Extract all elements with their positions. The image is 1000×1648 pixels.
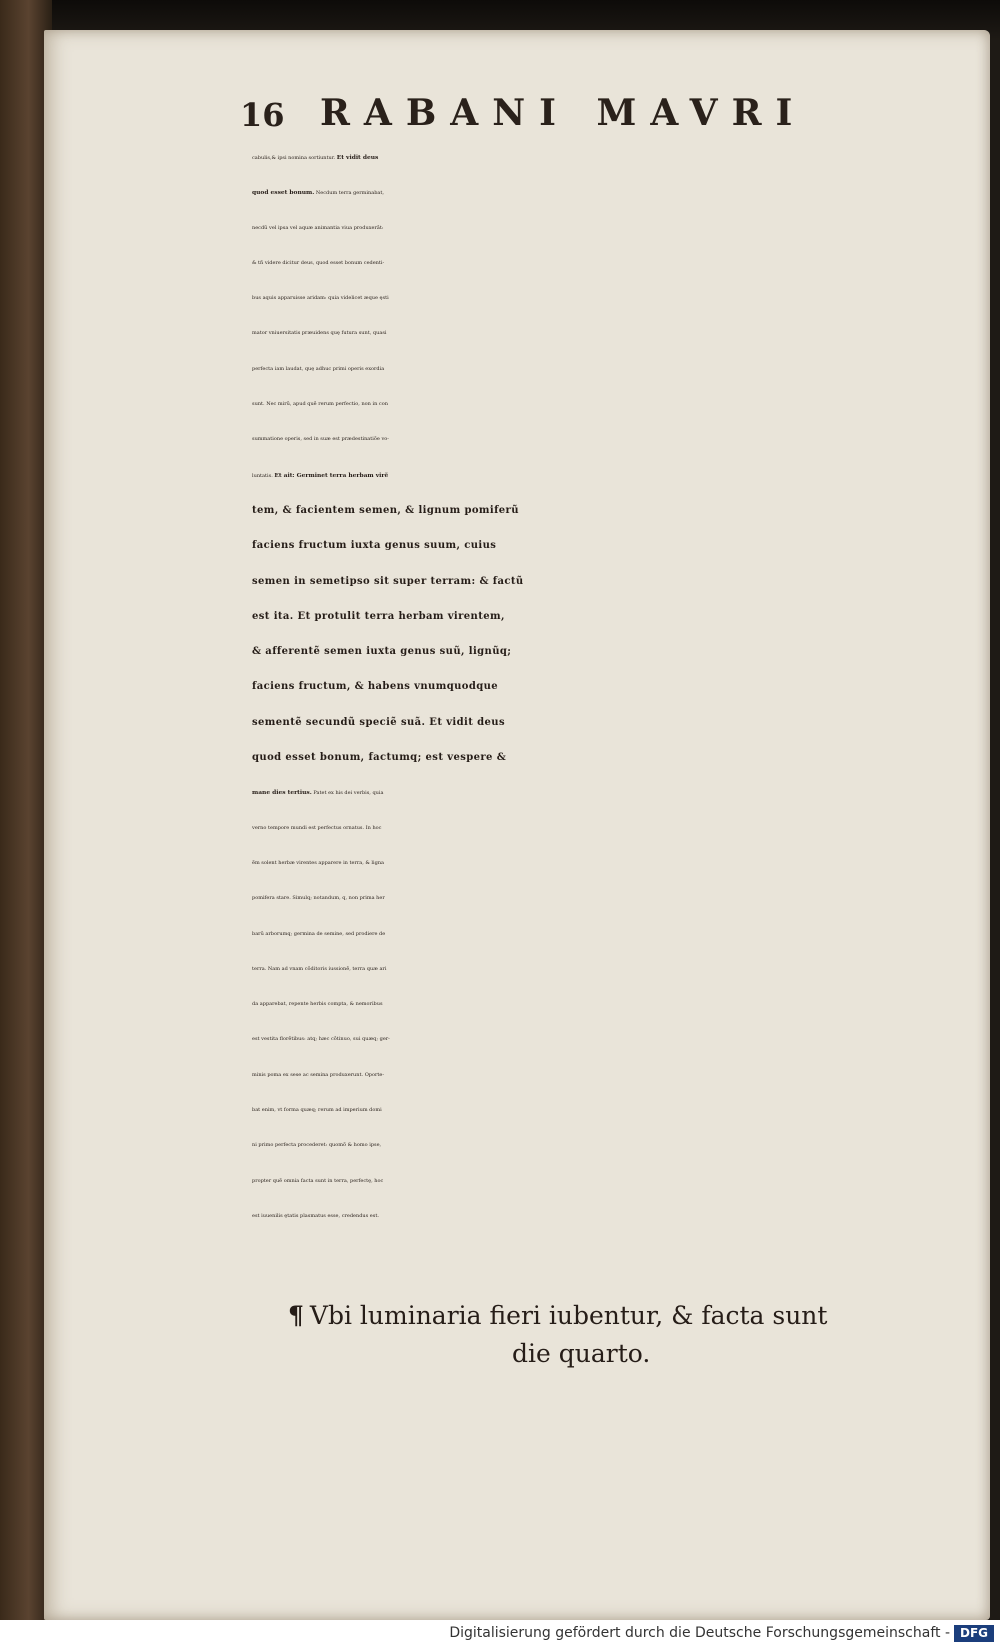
roman-text: sunt. Nec mirũ, apud quẽ rerum perfectio, non in con — [252, 401, 388, 408]
roman-text: & tñ videre dicitur deus, quod esset bonum cedenti- — [252, 259, 385, 266]
roman-text: necdũ vel ipsa vel aquæ animantia viua produxerãt: — [252, 224, 384, 231]
text-line — [252, 281, 952, 316]
roman-text: est vestita florẽtibus: atq; hæc cõtinuo, sui quæq; ger- — [252, 1036, 390, 1043]
section-caption-line-1 — [288, 1298, 938, 1333]
text-line — [252, 528, 952, 563]
roman-text: cabulis,& ipsi nomina sortiuntur. — [252, 155, 337, 161]
roman-text: luntatis. — [252, 472, 275, 479]
roman-text: mator vniuersitatis præuidens quę futura sunt, quasi — [252, 330, 387, 337]
text-line — [252, 952, 952, 987]
footer-bar — [0, 1620, 1000, 1648]
text-line — [252, 246, 952, 281]
text-line — [252, 1058, 952, 1093]
gothic-text: Et ait: Germinet terra herbam virẽ — [274, 471, 389, 479]
section-caption-line-2 — [512, 1336, 1000, 1371]
gothic-text: est ita. Et protulit terra herbam virentem, — [252, 610, 505, 622]
text-line — [252, 1128, 952, 1163]
roman-text-tail: Patet ex his dei verbis, quia — [311, 790, 384, 797]
text-line — [252, 1164, 952, 1199]
roman-text: propter quẽ omnia facta sunt in terra, perfectę, hoc — [252, 1177, 384, 1184]
gothic-text: Et vidit deus — [336, 154, 379, 161]
text-line — [252, 740, 952, 775]
text-line — [252, 316, 952, 351]
text-line — [252, 422, 952, 457]
text-line — [252, 881, 952, 916]
text-line — [252, 599, 952, 634]
roman-text: da apparebat, repente herbis compta, & nemoribus — [252, 1001, 383, 1008]
gothic-text: semen in semetipso sit super terram: & factũ — [252, 575, 524, 587]
text-line — [252, 1199, 952, 1234]
caption-text-2: die quarto. — [512, 1339, 651, 1368]
dfg-logo: DFG — [954, 1625, 994, 1642]
gothic-text: mane dies tertius. — [252, 789, 312, 797]
roman-text: perfecta iam laudat, quę adhuc primi operis exordia — [252, 365, 385, 372]
text-line — [252, 669, 952, 704]
gothic-text: quod esset bonum, factumq; est vespere & — [252, 752, 507, 764]
text-line — [252, 1093, 952, 1128]
roman-text: pomifera stare. Simulq; notandum, q, non prima her — [252, 895, 385, 902]
text-line — [252, 705, 952, 740]
roman-text: minis poma ex sese ac semina produxerunt. Oporte- — [252, 1071, 385, 1078]
gothic-text: faciens fructum iuxta genus suum, cuius — [252, 540, 497, 552]
text-line — [252, 458, 952, 493]
gothic-text: & afferentẽ semen iuxta genus suũ, lignũq; — [252, 646, 512, 658]
text-line — [252, 493, 952, 528]
text-line — [252, 987, 952, 1022]
roman-text: terra. Nam ad vnam cõditoris iussionẽ, terra quæ ari — [252, 965, 387, 972]
gothic-text: tem, & facientem semen, & lignum pomiferũ — [252, 504, 519, 516]
roman-text: ẽm solent herbæ virentes apparere in terra, & ligna — [252, 859, 385, 866]
text-line — [252, 387, 952, 422]
text-line — [252, 775, 952, 810]
caption-text-1: Vbi luminaria fieri iubentur, & facta sunt — [309, 1301, 828, 1330]
text-line — [252, 846, 952, 881]
roman-text: barũ arborumq; germina de semine, sed prodiere de — [252, 930, 386, 937]
page-number: 16 — [240, 96, 285, 134]
pilcrow-mark: ¶ — [288, 1301, 304, 1330]
text-line — [252, 564, 952, 599]
gothic-text: faciens fructum, & habens vnumquodque — [252, 681, 499, 693]
text-line — [252, 634, 952, 669]
roman-text: summatione operis, sed in suæ est prædestinatiõe vo- — [252, 436, 389, 443]
text-line — [252, 211, 952, 246]
roman-text: bus aquis apparuisse aridam: quia videlicet æque ęsti — [252, 295, 389, 302]
roman-text: bat enim, vt forma quæq; rerum ad imperium domi — [252, 1107, 382, 1114]
running-head: RABANI MAVRI — [320, 92, 807, 134]
text-line — [252, 811, 952, 846]
text-line — [252, 175, 952, 210]
footer-credit: Digitalisierung gefördert durch die Deutsche Forschungsgemeinschaft - — [449, 1625, 950, 1641]
roman-text: est iuuenilis ętatis plasmatus esse, credendus est. — [252, 1212, 379, 1219]
roman-text: ni primo perfecta procederet: quomõ & homo ipse, — [252, 1142, 382, 1149]
gothic-text: sementẽ secundũ speciẽ suã. Et vidit deus — [252, 716, 505, 728]
gothic-text: quod esset bonum. — [252, 189, 315, 197]
roman-text: verno tempore mundi est perfectus ornatus. In hoc — [252, 824, 382, 831]
main-text — [252, 140, 952, 1234]
text-line — [252, 352, 952, 387]
text-line — [252, 917, 952, 952]
text-line — [252, 1022, 952, 1057]
roman-text-tail: Necdum terra germinabat, — [314, 190, 384, 197]
text-line — [252, 140, 952, 175]
